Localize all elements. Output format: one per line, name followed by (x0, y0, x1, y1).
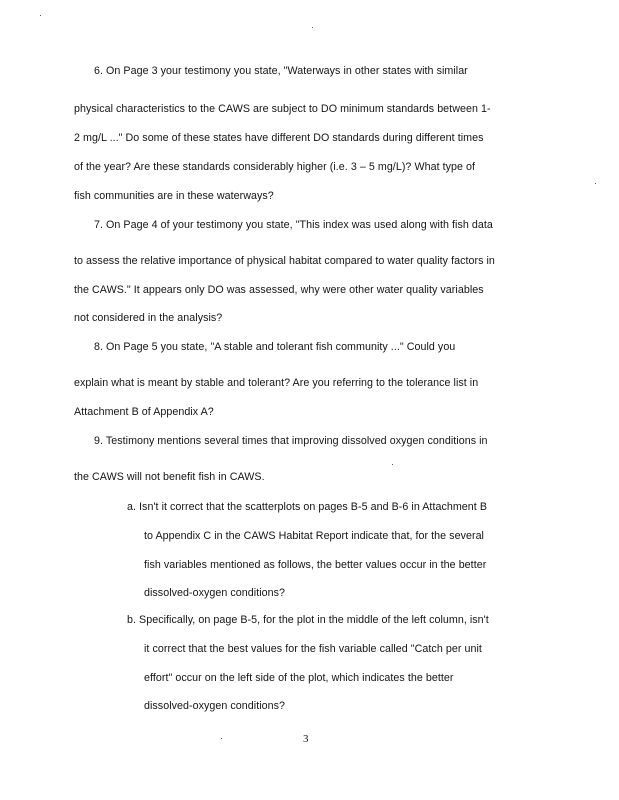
scan-speck (40, 15, 41, 16)
question-6-line-2: physical characteristics to the CAWS are subject to DO minimum standards between 1- (74, 103, 491, 115)
subitem-a-line-3: fish variables mentioned as follows, the better values occur in the better (144, 559, 487, 571)
question-7-line-4: not considered in the analysis? (74, 312, 223, 324)
question-7-line-2: to assess the relative importance of physical habitat compared to water quality factors in (74, 255, 495, 267)
subitem-a-line-4: dissolved-oxygen conditions? (144, 587, 286, 599)
subitem-b-line-2: it correct that the best values for the fish variable called "Catch per unit (144, 643, 482, 655)
question-7-line-3: the CAWS." It appears only DO was assessed, why were other water quality variables (74, 284, 484, 296)
question-6-line-1: 6. On Page 3 your testimony you state, "Waterways in other states with similar (94, 65, 468, 77)
page-number: 3 (303, 733, 309, 745)
subitem-b-line-1: b. Specifically, on page B-5, for the plot in the middle of the left column, isn't (127, 614, 489, 626)
subitem-b-line-4: dissolved-oxygen conditions? (144, 700, 286, 712)
question-6-line-3: 2 mg/L ..." Do some of these states have different DO standards during different times (74, 132, 484, 144)
question-6-line-5: fish communities are in these waterways? (74, 190, 274, 202)
scan-speck (221, 738, 222, 739)
subitem-a-line-1: a. Isn't it correct that the scatterplots on pages B-5 and B-6 in Attachment B (127, 501, 488, 513)
subitem-b-line-3: effort" occur on the left side of the plot, which indicates the better (144, 672, 454, 684)
question-8-line-2: explain what is meant by stable and tolerant? Are you referring to the tolerance list in (74, 377, 479, 389)
subitem-a-line-2: to Appendix C in the CAWS Habitat Report indicate that, for the several (144, 530, 484, 542)
scan-speck (312, 27, 313, 28)
question-8-line-1: 8. On Page 5 you state, "A stable and tolerant fish community ..." Could you (94, 341, 456, 353)
question-6-line-4: of the year? Are these standards considerably higher (i.e. 3 – 5 mg/L)? What type of (74, 161, 476, 173)
question-8-line-3: Attachment B of Appendix A? (74, 406, 214, 418)
question-9-line-2: the CAWS will not benefit fish in CAWS. (74, 471, 265, 483)
question-7-line-1: 7. On Page 4 of your testimony you state, "This index was used along with fish data (94, 219, 493, 231)
scan-speck (595, 183, 596, 184)
scan-speck (392, 464, 393, 465)
question-9-line-1: 9. Testimony mentions several times that improving dissolved oxygen conditions in (94, 435, 488, 447)
